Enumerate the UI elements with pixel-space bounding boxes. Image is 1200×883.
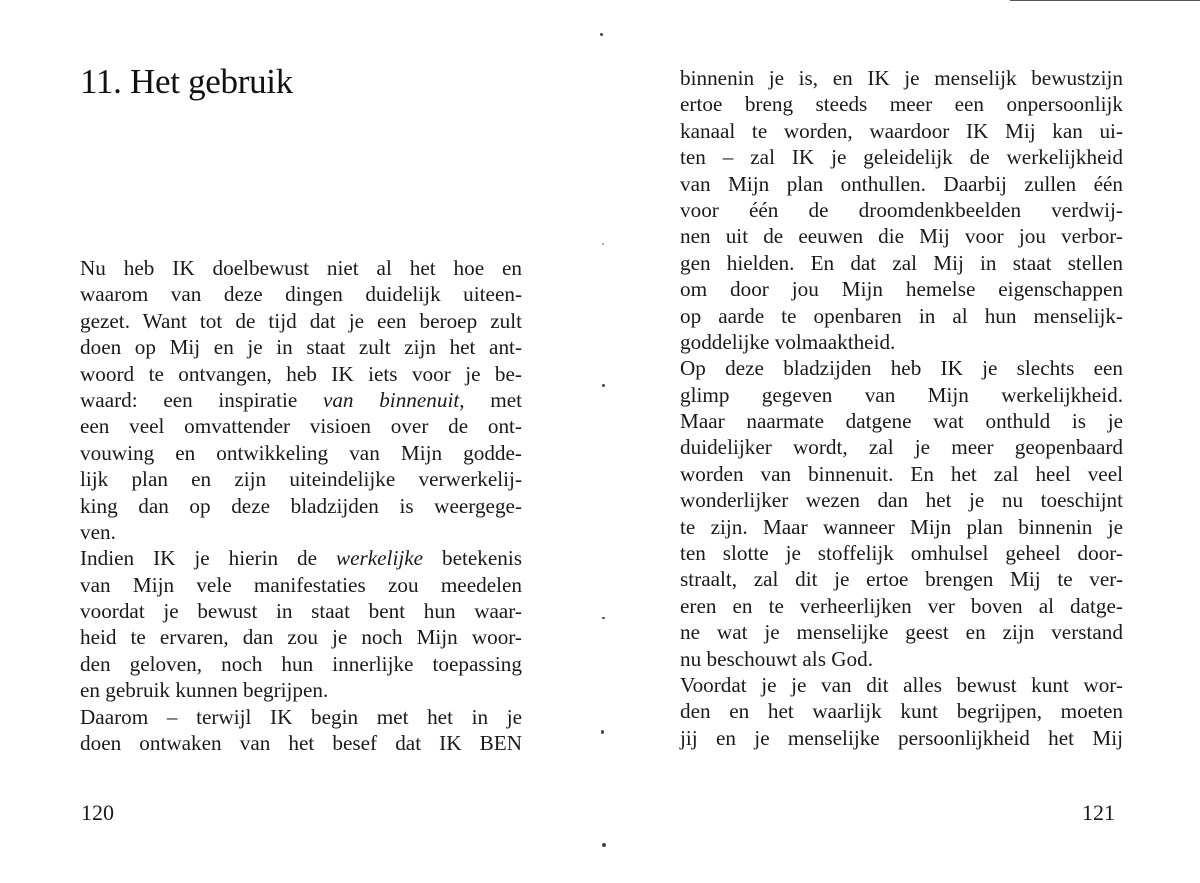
text-segment: ven. xyxy=(80,519,116,544)
text-line xyxy=(680,487,1123,513)
text-line xyxy=(680,566,1123,592)
text-line xyxy=(80,361,522,387)
text-line xyxy=(680,619,1123,645)
text-line xyxy=(80,387,522,413)
text-segment: woord te ontvangen, heb IK iets voor je be- xyxy=(80,361,522,386)
text-segment: Maar naarmate datgene wat onthuld is je xyxy=(680,409,1123,434)
text-segment: den en het waarlijk kunt begrijpen, moeten xyxy=(680,699,1123,724)
page-number: 121 xyxy=(1082,800,1115,825)
text-line xyxy=(80,572,522,598)
text-segment: heid te ervaren, dan zou je noch Mijn woor- xyxy=(80,625,522,650)
text-segment: vouwing en ontwikkeling van Mijn godde- xyxy=(80,440,522,465)
text-line xyxy=(680,355,1123,381)
text-line xyxy=(680,514,1123,540)
text-segment: ten – zal IK je geleidelijk de werkelijkheid xyxy=(680,145,1123,170)
text-segment: straalt, zal dit je ertoe brengen Mij te ver- xyxy=(680,567,1123,592)
text-line xyxy=(80,730,522,756)
text-segment: worden van binnenuit. En het zal heel veel xyxy=(680,461,1123,486)
text-line xyxy=(680,223,1123,249)
text-segment: den geloven, noch hun innerlijke toepassing xyxy=(80,651,522,676)
text-line xyxy=(680,118,1123,144)
text-line xyxy=(80,413,522,439)
text-segment: een veel omvattender visioen over de ont- xyxy=(80,414,522,439)
text-segment: voor één de droomdenkbeelden verdwij- xyxy=(680,197,1123,222)
text-line xyxy=(80,308,522,334)
text-segment: duidelijker wordt, zal je meer geopenbaard xyxy=(680,435,1123,460)
text-line xyxy=(680,725,1123,751)
text-line xyxy=(80,598,522,624)
text-segment: om door jou Mijn hemelse eigenschappen xyxy=(680,277,1123,302)
text-segment: voordat je bewust in staat bent hun waar- xyxy=(80,599,522,624)
text-line xyxy=(680,303,1123,329)
text-segment: king dan op deze bladzijden is weergege- xyxy=(80,493,522,518)
text-segment: gen hielden. En dat zal Mij in staat stellen xyxy=(680,250,1123,275)
emphasized-text: werkelijke xyxy=(335,546,424,571)
text-segment: te zijn. Maar wanneer Mijn plan binnenin je xyxy=(680,514,1123,539)
text-segment: doen ontwaken van het besef dat IK BEN xyxy=(80,731,522,756)
text-line xyxy=(680,434,1123,460)
body-text xyxy=(680,65,1123,751)
text-segment: en gebruik kunnen begrijpen. xyxy=(80,678,329,703)
text-segment: Nu heb IK doelbewust niet al het hoe en xyxy=(80,256,522,280)
text-line xyxy=(680,461,1123,487)
text-line xyxy=(80,255,522,281)
text-segment: nen uit de eeuwen die Mij voor jou verbor- xyxy=(680,224,1123,249)
text-segment: lijk plan en zijn uiteindelijke verwerkelij- xyxy=(80,467,522,492)
text-line xyxy=(680,250,1123,276)
text-line xyxy=(680,329,1123,355)
text-segment: waarom van deze dingen duidelijk uiteen- xyxy=(80,282,522,307)
text-line xyxy=(80,545,522,571)
text-line xyxy=(80,281,522,307)
text-line xyxy=(680,91,1123,117)
text-line xyxy=(80,704,522,730)
text-line xyxy=(680,171,1123,197)
text-line xyxy=(680,646,1123,672)
text-line xyxy=(680,382,1123,408)
text-segment: ne wat je menselijke geest en zijn verstand xyxy=(680,620,1123,645)
text-segment: Indien IK je hierin de xyxy=(80,546,336,571)
text-line xyxy=(680,276,1123,302)
text-segment: op aarde te openbaren in al hun menselijk- xyxy=(680,303,1123,328)
body-text xyxy=(80,255,522,756)
text-segment: binnenin je is, en IK je menselijk bewustzijn xyxy=(680,66,1123,90)
text-segment: , met xyxy=(459,387,522,412)
text-line xyxy=(80,493,522,519)
text-line xyxy=(80,519,522,545)
text-segment: Daarom – terwijl IK begin met het in je xyxy=(80,704,522,729)
text-line xyxy=(680,65,1123,91)
page-number: 120 xyxy=(81,800,114,825)
text-line xyxy=(80,466,522,492)
text-line xyxy=(680,540,1123,566)
text-segment: ertoe breng steeds meer een onpersoonlijk xyxy=(680,92,1123,117)
text-segment: Op deze bladzijden heb IK je slechts een xyxy=(680,356,1123,381)
text-segment: jij en je menselijke persoonlijkheid het Mij xyxy=(680,725,1123,750)
text-segment: van Mijn vele manifestaties zou meedelen xyxy=(80,572,522,597)
text-line xyxy=(680,408,1123,434)
text-line xyxy=(80,440,522,466)
text-line xyxy=(80,677,522,703)
text-segment: waard: een inspiratie xyxy=(80,387,323,412)
text-segment: betekenis xyxy=(423,546,522,571)
emphasized-text: van binnenuit xyxy=(322,387,460,412)
text-line xyxy=(680,698,1123,724)
text-segment: wonderlijker wezen dan het je nu toeschijnt xyxy=(680,488,1123,513)
text-line xyxy=(680,672,1123,698)
text-segment: kanaal te worden, waardoor IK Mij kan ui- xyxy=(680,118,1123,143)
chapter-title: 11. Het gebruik xyxy=(80,62,293,101)
text-line xyxy=(680,197,1123,223)
text-line xyxy=(80,651,522,677)
text-segment: ten slotte je stoffelijk omhulsel geheel door- xyxy=(680,541,1123,566)
text-segment: glimp gegeven van Mijn werkelijkheid. xyxy=(680,382,1123,407)
text-line xyxy=(80,624,522,650)
text-segment: van Mijn plan onthullen. Daarbij zullen één xyxy=(680,171,1123,196)
text-segment: eren en te verheerlijken ver boven al datge- xyxy=(680,593,1123,618)
text-line xyxy=(80,334,522,360)
text-segment: doen op Mij en je in staat zult zijn het ant- xyxy=(80,335,522,360)
text-line xyxy=(680,593,1123,619)
text-segment: Voordat je je van dit alles bewust kunt wor- xyxy=(680,672,1123,697)
text-segment: goddelijke volmaaktheid. xyxy=(680,329,896,354)
text-line xyxy=(680,144,1123,170)
text-segment: gezet. Want tot de tijd dat je een beroep zult xyxy=(80,308,522,333)
right-page xyxy=(600,0,1200,883)
text-segment: nu beschouwt als God. xyxy=(680,646,874,671)
